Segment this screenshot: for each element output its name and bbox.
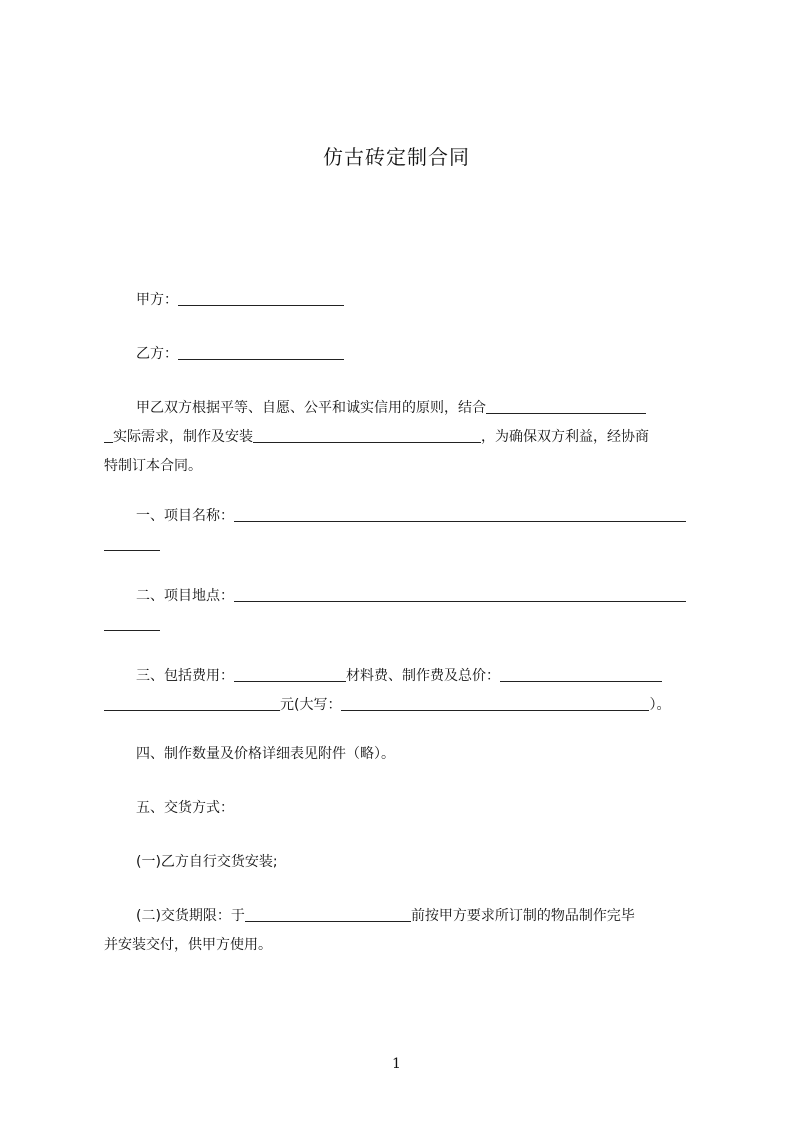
item-project-name (104, 502, 704, 560)
delivery-self-install (104, 848, 704, 877)
item3-label: 三、包括费用： (136, 668, 234, 684)
item3-mid: 材料费、制作费及总价： (346, 668, 500, 684)
item1-blank (234, 506, 686, 522)
party-a-line (104, 286, 704, 315)
item3-blank-2 (500, 666, 662, 682)
intro-text-3: ，为确保双方利益，经协商 (481, 429, 649, 445)
item2-blank (234, 586, 686, 602)
page-number: 1 (392, 1056, 401, 1072)
intro-text-2: 实际需求，制作及安装 (113, 429, 253, 445)
item3-blank-1 (234, 666, 346, 682)
item-project-location (104, 582, 704, 640)
document-title: 仿古砖定制合同 (323, 145, 470, 169)
intro-text-1: 甲乙双方根据平等、自愿、公平和诚实信用的原则，结合 (136, 400, 486, 416)
party-a-label: 甲方： (136, 292, 178, 308)
item3-blank-capital (341, 695, 649, 711)
intro-blank-2 (253, 427, 481, 443)
item1-label: 一、项目名称： (136, 508, 234, 524)
item3-blank-2-cont (104, 695, 280, 711)
item-fees (104, 662, 704, 720)
intro-text-4: 特制订本合同。 (104, 458, 202, 474)
delivery2-rest: 前按甲方要求所订制的物品制作完毕 (410, 908, 635, 924)
delivery-deadline (104, 902, 704, 960)
item5-text: 五、交货方式： (136, 800, 234, 816)
item-quantity-price (104, 740, 704, 769)
item4-text: 四、制作数量及价格详细表见附件（略）。 (136, 746, 395, 762)
delivery2-cont: 并安装交付，供甲方使用。 (104, 937, 272, 953)
item3-yuan: 元(大写： (280, 697, 342, 713)
delivery2-label: (二)交货期限：于 (136, 908, 245, 924)
party-b-line (104, 340, 704, 369)
intro-blank-1-cont (104, 427, 113, 443)
intro-blank-1 (486, 398, 646, 414)
delivery2-blank (245, 906, 411, 922)
item2-label: 二、项目地点： (136, 588, 234, 604)
item-delivery-method (104, 794, 704, 823)
party-b-label: 乙方： (136, 346, 178, 362)
item1-blank-cont (104, 535, 160, 551)
delivery1-text: (一)乙方自行交货安装; (136, 854, 278, 870)
intro-paragraph (104, 394, 704, 481)
party-a-blank (178, 290, 344, 306)
item2-blank-cont (104, 615, 160, 631)
party-b-blank (178, 344, 344, 360)
item3-close: ）。 (649, 697, 671, 713)
